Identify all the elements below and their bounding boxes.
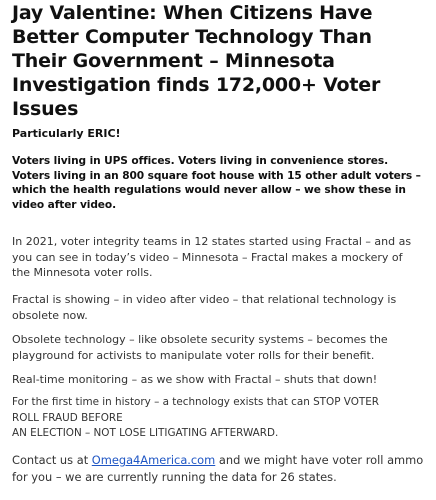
- contact-prefix: Contact us at: [12, 453, 92, 467]
- paragraph-5: [12, 395, 424, 442]
- paragraph-2: Fractal is showing – in video after video – that relational technology is obsolete now.: [12, 293, 397, 322]
- contact-paragraph: [12, 452, 430, 485]
- paragraph-4: Real-time monitoring – as we show with Fractal – shuts that down!: [12, 373, 378, 386]
- contact-suffix: and we might have voter roll ammo for you – we are currently running the data for 26 states.: [12, 453, 424, 484]
- paragraph-5-line-3: AN ELECTION – NOT LOSE LITIGATING AFTERWARD.: [12, 427, 279, 439]
- paragraph-5-line-1: For the first time in history – a technology exists that can STOP VOTER: [12, 396, 380, 408]
- article-subtitle: Particularly ERIC!: [12, 127, 121, 140]
- intro-bold-paragraph: Voters living in UPS offices. Voters living in convenience stores. Voters living in an 800 square foot house with 15 other adult voters – which the health regulations would never allow – we show these in video after video.: [12, 155, 421, 211]
- paragraph-3: Obsolete technology – like obsolete security systems – becomes the playground for activists to manipulate voter rolls for their benefit.: [12, 333, 388, 362]
- article-title: Jay Valentine: When Citizens Have Better Computer Technology Than Their Government – Minnesota Investigation finds 172,000+ Voter Issues: [12, 2, 381, 120]
- paragraph-5-line-2: ROLL FRAUD BEFORE: [12, 411, 123, 424]
- paragraph-1: In 2021, voter integrity teams in 12 states started using Fractal – and as you can see in today’s video – Minnesota – Fractal makes a mockery of the Minnesota voter rolls.: [12, 235, 412, 279]
- omega4america-link[interactable]: Omega4America.com: [91, 453, 216, 467]
